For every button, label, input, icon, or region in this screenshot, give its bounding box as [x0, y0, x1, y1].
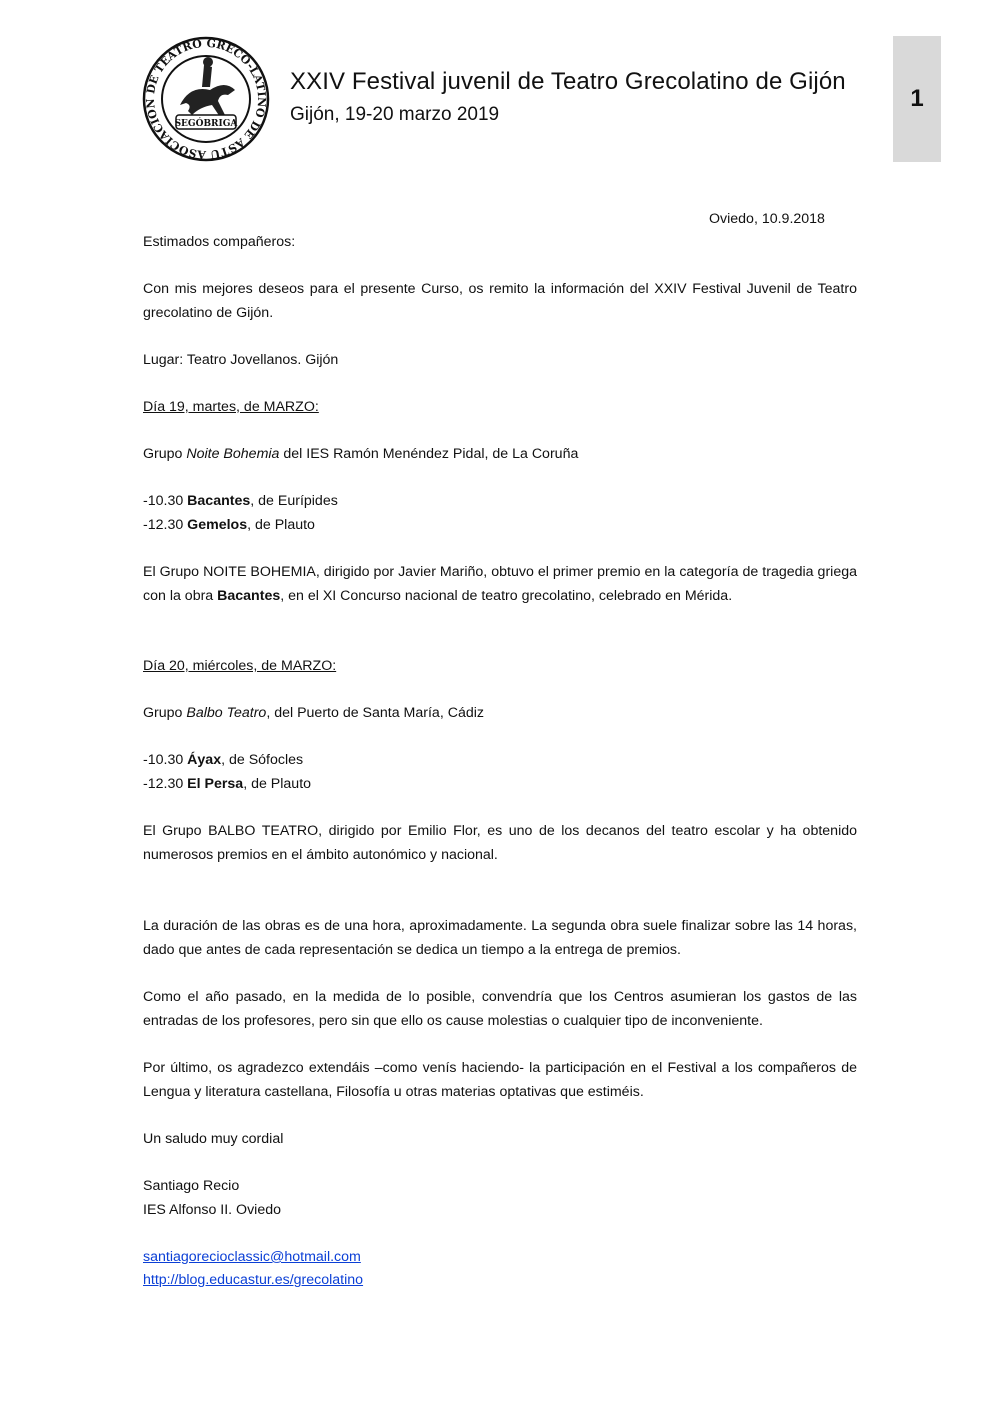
show-time: -12.30: [143, 517, 188, 533]
show-author: , de Plauto: [247, 517, 315, 533]
costs-paragraph: Como el año pasado, en la medida de lo posible, convendría que los Centros asumieran los gastos de las entradas de los profesores, pero sin que ello os cause molestias o cualquier tipo de inconveniente.: [143, 989, 857, 1029]
request-paragraph: Por último, os agradezco extendáis –como venís haciendo- la participación en el Festival a los compañeros de Lengua y literatura castellana, Filosofía u otras materias optativas que estiméis.: [143, 1060, 857, 1100]
blog-link[interactable]: http://blog.educastur.es/grecolatino: [143, 1272, 364, 1288]
day2-description: El Grupo BALBO TEATRO, dirigido por Emilio Flor, es uno de los decanos del teatro escolar y ha obtenido numerosos premios en el ámbito autonómico y nacional.: [143, 823, 857, 863]
venue: Lugar: Teatro Jovellanos. Gijón: [143, 352, 339, 368]
show-title: Áyax: [187, 752, 222, 768]
text: , del Puerto de Santa María, Cádiz: [266, 705, 484, 721]
show-author: , de Eurípides: [250, 493, 338, 509]
day1-show: [143, 514, 857, 538]
show-author: , de Sófocles: [221, 752, 304, 768]
letter-date: Oviedo, 10.9.2018: [709, 211, 825, 227]
association-logo: [140, 35, 272, 163]
show-time: -10.30: [143, 752, 188, 768]
greeting: Estimados compañeros:: [143, 234, 296, 250]
farewell: Un saludo muy cordial: [143, 1131, 284, 1147]
group-name: Noite Bohemia: [186, 446, 280, 462]
text: , en el XI Concurso nacional de teatro grecolatino, celebrado en Mérida.: [280, 587, 733, 604]
group-name: Balbo Teatro: [186, 705, 267, 721]
text: del IES Ramón Menéndez Pidal, de La Coruña: [279, 446, 579, 462]
svg-text:ASOCIACIÓN DE TEATRO GRECO-LAT: ASOCIACIÓN DE TEATRO GRECO-LATINO DE ASTU: [143, 36, 269, 162]
show-title: El Persa: [187, 776, 244, 792]
document-subtitle: Gijón, 19-20 marzo 2019: [290, 104, 500, 125]
day2-group: [143, 702, 857, 726]
show-title: Bacantes: [187, 493, 251, 509]
show-time: -10.30: [143, 493, 188, 509]
day1-description: [143, 561, 857, 608]
document-title: XXIV Festival juvenil de Teatro Grecolatino de Gijón: [290, 68, 846, 95]
day1-heading: Día 19, martes, de MARZO:: [143, 399, 319, 415]
day2-show: [143, 773, 857, 797]
email-link[interactable]: santiagorecioclassic@hotmail.com: [143, 1249, 361, 1265]
text: Grupo: [143, 705, 187, 721]
text: El Grupo NOITE BOHEMIA, dirigido por Javier Mariño, obtuvo el primer premio en la categoría de tragedia griega con la obra: [143, 564, 857, 604]
show-time: -12.30: [143, 776, 188, 792]
day1-show: [143, 490, 857, 514]
svg-text:SEGÓBRIGA: SEGÓBRIGA: [174, 119, 238, 129]
signature-name: Santiago Recio: [143, 1178, 240, 1194]
duration-paragraph: La duración de las obras es de una hora, aproximadamente. La segunda obra suele finalizar sobre las 14 horas, dado que antes de cada representación se dedica un tiempo a la entrega de premios.: [143, 918, 857, 958]
signature-school: IES Alfonso II. Oviedo: [143, 1202, 282, 1218]
text: Grupo: [143, 446, 187, 462]
day2-show: [143, 749, 857, 773]
day1-group: [143, 443, 857, 467]
show-title: Gemelos: [187, 517, 248, 533]
play-title: Bacantes: [217, 587, 281, 604]
page-number: 1: [893, 36, 941, 162]
intro-paragraph: Con mis mejores deseos para el presente Curso, os remito la información del XXIV Festival Juvenil de Teatro grecolatino de Gijón.: [143, 281, 857, 321]
day2-heading: Día 20, miércoles, de MARZO:: [143, 658, 337, 674]
show-author: , de Plauto: [243, 776, 312, 792]
